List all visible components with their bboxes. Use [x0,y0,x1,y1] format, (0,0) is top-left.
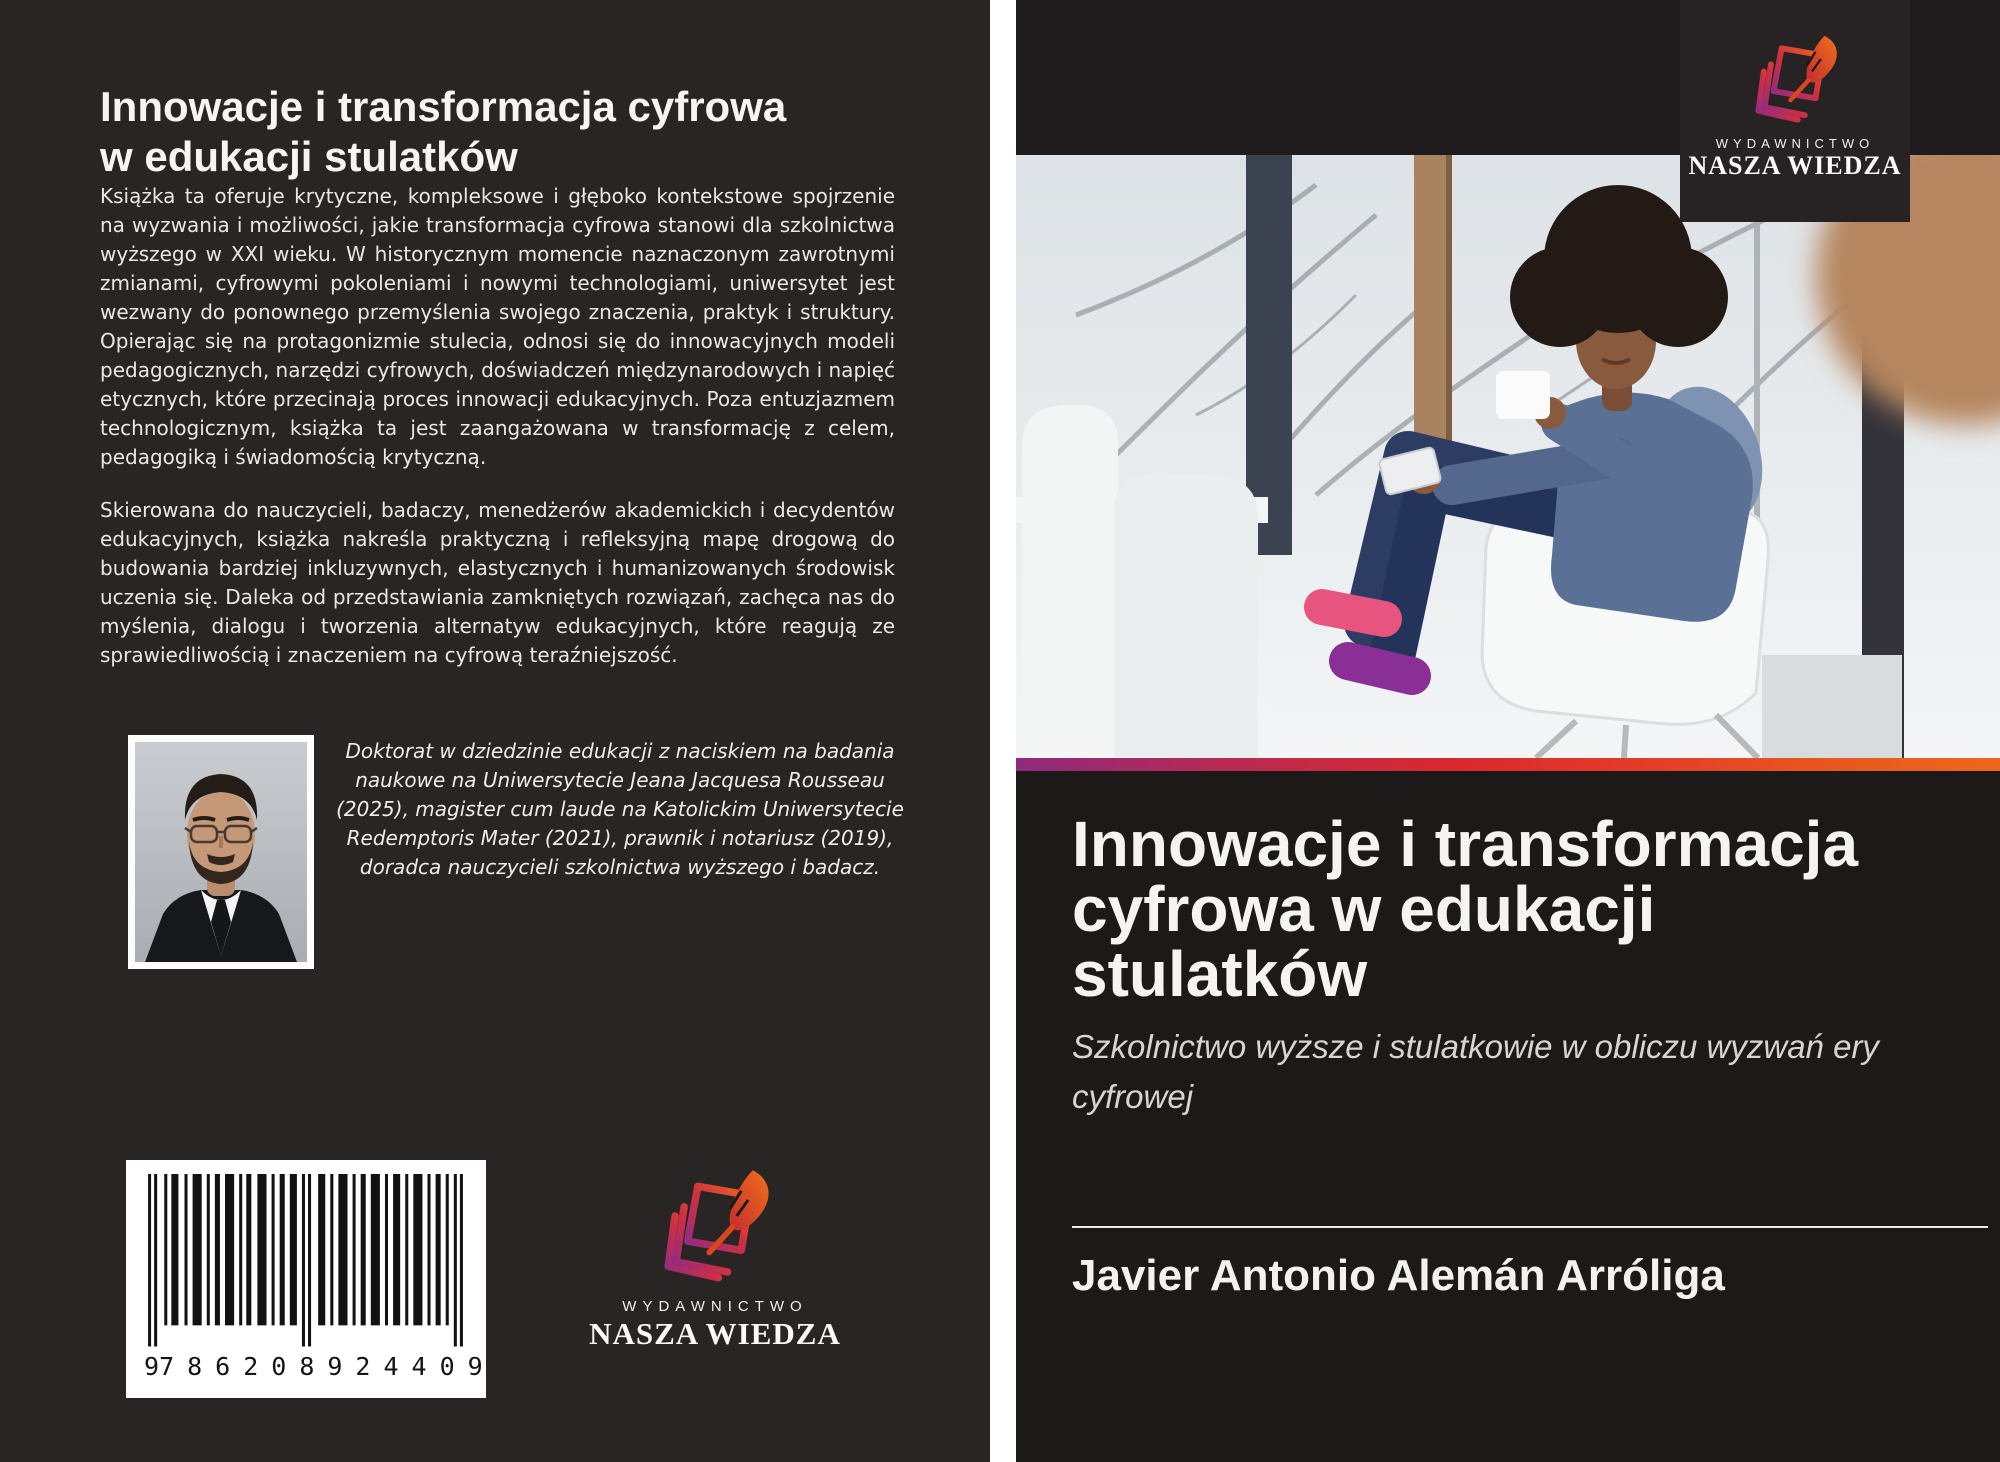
publisher-logo-back [585,1168,845,1352]
back-paragraph-2: Skierowana do nauczycieli, badaczy, menedżerów akademickich i decydentów edukacyjnych, książka nakreśla praktyczną i refleksyjną mapę drogową do budowania bardziej inkluzywnych, elastycznych i humanizowanych środowisk uczenia się. Daleka od przedstawiania zamkniętych rozwiązań, zachęca nas do myślenia, dialogu i tworzenia alternatyw edukacyjnych, które reagują ze sprawiedliwością i znaczeniem na cyfrową teraźniejszość. [100,498,895,667]
publisher-name-line1: WYDAWNICTWO [1715,136,1875,151]
barcode-bars-icon [144,1174,468,1350]
barcode-digits [144,1352,496,1381]
publisher-name-line1: WYDAWNICTWO [622,1298,808,1315]
front-cover-author: Javier Antonio Alemán Arróliga [1072,1251,1725,1300]
publisher-name-line2: NASZA WIEDZA [1688,151,1902,180]
barcode-group-2: 924409 [327,1352,496,1381]
accent-gradient-bar [1016,758,2000,771]
pink-sock [1322,607,1384,619]
barcode-group-1: 786208 [159,1352,328,1381]
author-bio: Doktorat w dziedzinie edukacji z naciskiem na badania naukowe na Uniwersytecie Jeana Jacquesa Rousseau (2025), magister cum laude na Katolickim Uniwersytecie Redemptoris Mater (2021), prawnik i notariusz (2019), doradca nauczycieli szkolnictwa wyższego i badacz. [336,739,904,879]
front-title-line-1: Innowacje i transformacja [1072,808,1859,880]
front-title-line-3: stulatków [1072,938,1368,1010]
white-chair-left-2 [1114,473,1258,758]
back-title-line-2: w edukacji stulatków [100,133,518,180]
white-chair-left [1022,405,1118,758]
back-title-line-1: Innowacje i transformacja cyfrowa [100,83,787,130]
white-mug [1496,371,1550,419]
barcode-prefix: 9 [144,1352,160,1381]
back-paragraph-1: Książka ta oferuje krytyczne, kompleksowe i głęboko kontekstowe spojrzenie na wyzwania i możliwości, jakie transformacja cyfrowa stanowi dla szkolnictwa wyższego w XXI wieku. W historycznym momencie naznaczonym zawrotnymi zmianami, cyfrowymi pokoleniami i nowymi technologiami, uniwersytet jest wezwany do ponownego przemyślenia swojego znaczenia, praktyk i struktury. Opierając się na protagonizmie stulecia, odnosi się do innowacyjnych modeli pedagogicznych, narzędzi cyfrowych, doświadczeń międzynarodowych i napięć etycznych, które przecinają proces innowacji edukacyjnych. Poza entuzjazmem technologicznym, książka ta jest zaangażowana w transformację z celem, pedagogiką i świadomością krytyczną. [100,184,895,469]
front-cover-title [1072,808,1977,1010]
front-title-line-2: cyfrowa w edukacji [1072,873,1656,945]
spine-divider [990,0,1016,1462]
author-portrait-illustration [135,742,307,962]
purple-sock [1348,661,1412,676]
back-cover [0,0,990,1462]
front-cover [1016,0,2000,1462]
isbn-barcode [126,1160,496,1398]
back-cover-title [100,82,920,182]
publisher-name-line2: NASZA WIEDZA [589,1316,841,1351]
publisher-logo-front [1680,0,1910,222]
author-divider-rule [1072,1226,1988,1228]
front-cover-subtitle: Szkolnictwo wyższe i stulatkowie w obliczu wyzwań ery cyfrowej [1072,1028,1879,1115]
book-pages-with-feather-icon [1736,34,1854,134]
author-portrait-photo [128,735,314,969]
cover-photo-illustration [1016,155,2000,758]
cover-photo [1016,155,2000,758]
book-pages-with-feather-icon [640,1168,790,1296]
